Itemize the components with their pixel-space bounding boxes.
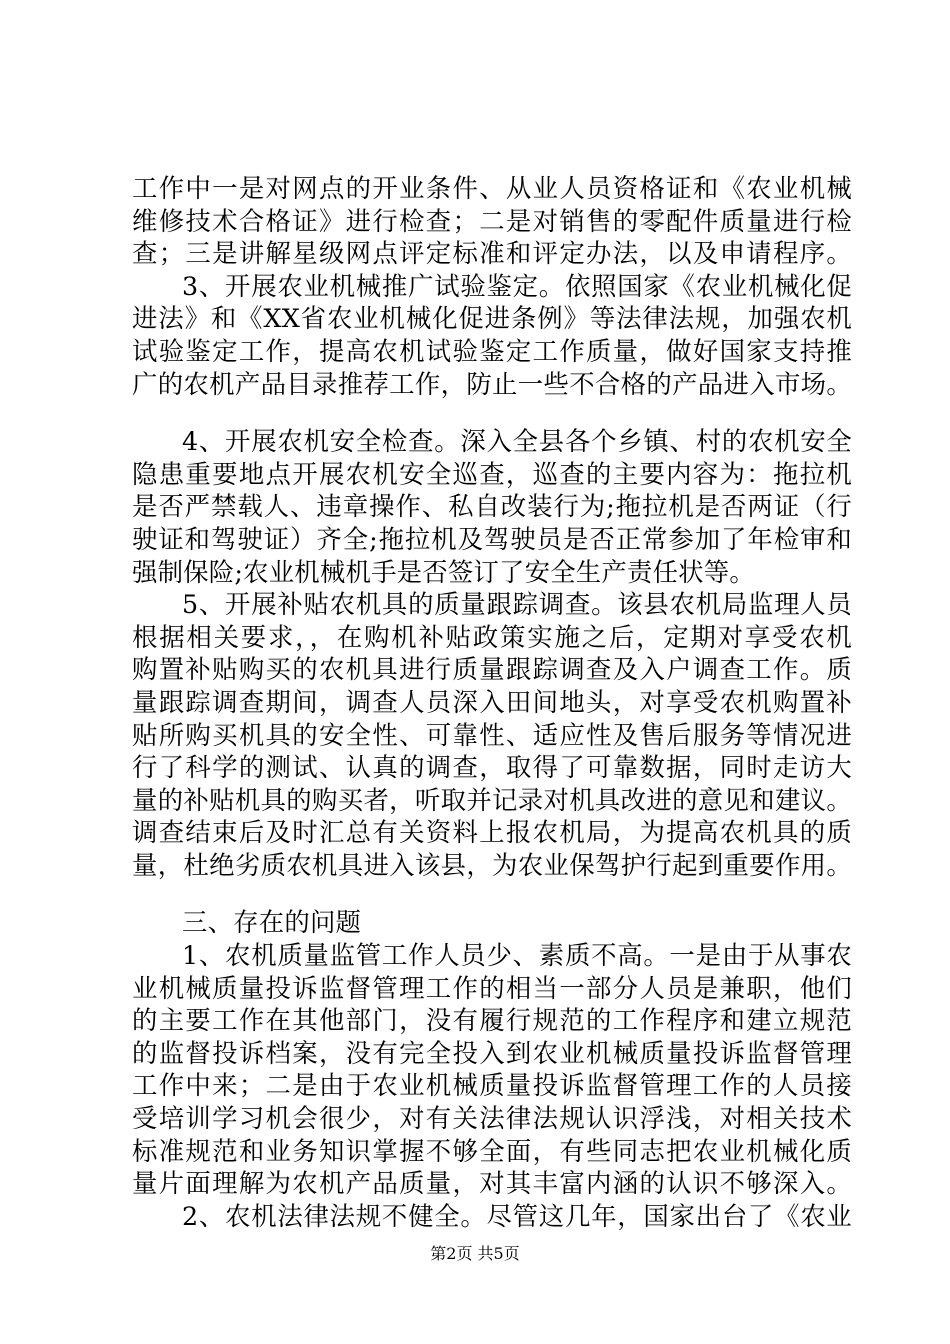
text-line: 业机械质量投诉监督管理工作的相当一部分人员是兼职，他们 [132, 972, 852, 1003]
text-line: 量跟踪调查期间，调查人员深入田间地头，对享受农机购置补 [132, 686, 852, 717]
text-line: 试验鉴定工作，提高农机试验鉴定工作质量，做好国家支持推 [132, 335, 852, 366]
text-line: 2、农机法律法规不健全。尽管这几年，国家出台了《农业 [182, 1200, 852, 1231]
text-line: 量，杜绝劣质农机具进入该县，为农业保驾护行起到重要作用。 [132, 849, 852, 880]
text-line: 调查结束后及时汇总有关资料上报农机局，为提高农机具的质 [132, 817, 852, 848]
text-line: 行了科学的测试、认真的调查，取得了可靠数据，同时走访大 [132, 752, 852, 783]
text-line: 3、开展农业机械推广试验鉴定。依照国家《农业机械化促 [182, 270, 852, 301]
paragraph-gap [132, 881, 852, 906]
text-line: 量的补贴机具的购买者，听取并记录对机具改进的意见和建议。 [132, 784, 852, 815]
text-line: 4、开展农机安全检查。深入全县各个乡镇、村的农机安全 [182, 426, 852, 457]
text-line: 量片面理解为农机产品质量，对其丰富内涵的认识不够深入。 [132, 1168, 852, 1199]
paragraph-gap [132, 400, 852, 425]
text-line: 工作中来；二是由于农业机械质量投诉监督管理工作的人员接 [132, 1070, 852, 1101]
text-line: 贴所购买机具的安全性、可靠性、适应性及售后服务等情况进 [132, 719, 852, 750]
text-line: 标准规范和业务知识掌握不够全面，有些同志把农业机械化质 [132, 1135, 852, 1166]
section-heading: 三、存在的问题 [182, 907, 362, 938]
text-line: 根据相关要求，，在购机补贴政策实施之后，定期对享受农机 [132, 621, 852, 652]
text-line: 广的农机产品目录推荐工作，防止一些不合格的产品进入市场。 [132, 368, 852, 399]
text-line: 受培训学习机会很少，对有关法律法规认识浮浅，对相关技术 [132, 1103, 852, 1134]
text-line: 1、农机质量监管工作人员少、素质不高。一是由于从事农 [182, 940, 852, 971]
page-footer: 第2页 共5页 [430, 1244, 520, 1263]
text-line: 工作中一是对网点的开业条件、从业人员资格证和《农业机械 [132, 173, 852, 203]
text-line: 驶证和驾驶证）齐全;拖拉机及驾驶员是否正常参加了年检审和 [132, 523, 852, 554]
text-line: 隐患重要地点开展农机安全巡查，巡查的主要内容为：拖拉机 [132, 458, 852, 489]
document-body [132, 172, 852, 1232]
text-line: 进法》和《XX省农业机械化促进条例》等法律法规，加强农机 [132, 303, 852, 334]
text-line: 的主要工作在其他部门，没有履行规范的工作程序和建立规范 [132, 1005, 852, 1036]
text-line: 的监督投诉档案，没有完全投入到农业机械质量投诉监督管理 [132, 1037, 852, 1068]
text-line: 是否严禁载人、违章操作、私自改装行为;拖拉机是否两证（行 [132, 491, 852, 522]
text-line: 强制保险;农业机械机手是否签订了安全生产责任状等。 [132, 556, 755, 587]
text-line: 维修技术合格证》进行检查；二是对销售的零配件质量进行检 [132, 205, 852, 236]
text-line: 查；三是讲解星级网点评定标准和评定办法，以及申请程序。 [132, 238, 852, 269]
text-line: 购置补贴购买的农机具进行质量跟踪调查及入户调查工作。质 [132, 654, 852, 685]
text-line: 5、开展补贴农机具的质量跟踪调查。该县农机局监理人员 [182, 589, 852, 620]
